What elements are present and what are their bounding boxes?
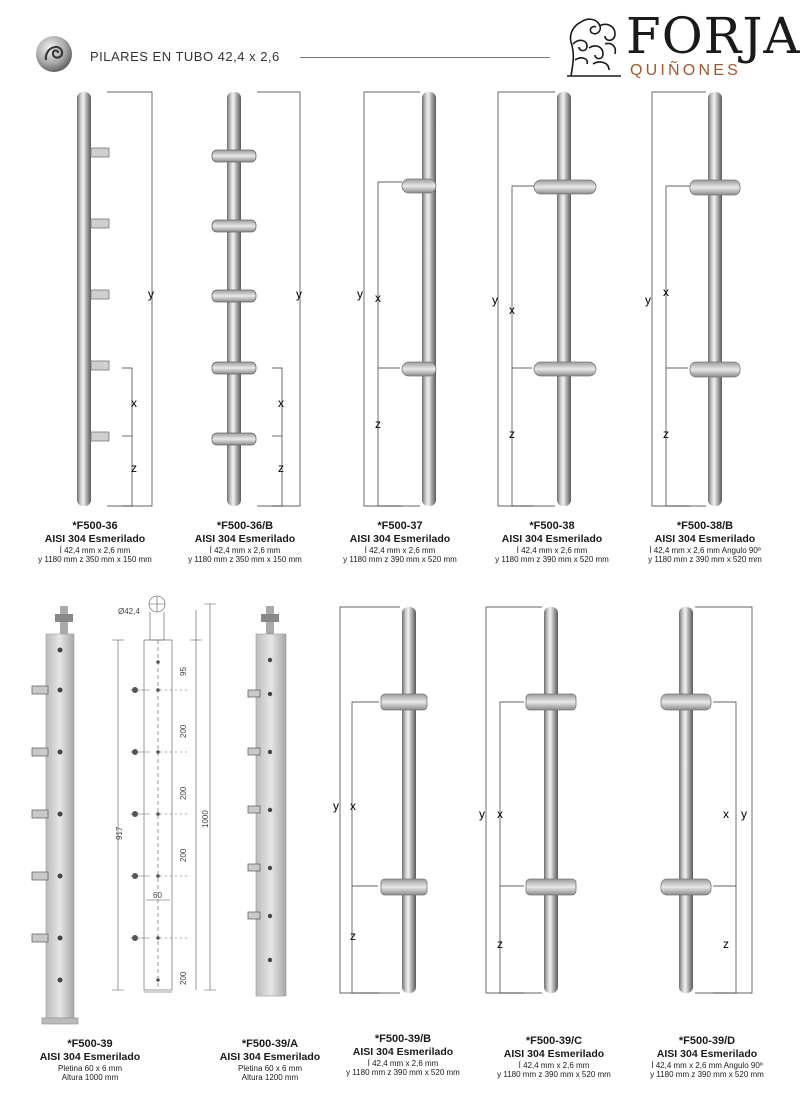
dim-200-c: 200 bbox=[179, 848, 188, 862]
product-material: AISI 304 Esmerilado bbox=[194, 533, 296, 546]
product-dims: y 1180 mm z 350 mm x 150 mm bbox=[38, 555, 152, 565]
product-spec: Í 42,4 mm x 2,6 mm bbox=[59, 545, 131, 555]
label-y: y bbox=[645, 293, 651, 307]
product-dims: Altura 1000 mm bbox=[61, 1073, 119, 1083]
post-f500-39b bbox=[333, 607, 427, 993]
label-x: x bbox=[350, 799, 356, 813]
caption-f500-39d bbox=[627, 1035, 787, 1080]
product-spec: Í 42,4 mm x 2,6 mm Angulo 90º bbox=[649, 545, 761, 555]
label-z: z bbox=[497, 937, 503, 951]
label-z: z bbox=[131, 461, 137, 475]
dim-200-a: 200 bbox=[179, 724, 188, 738]
brand-subtitle: QUIÑONES bbox=[630, 62, 741, 79]
caption-f500-37 bbox=[320, 520, 480, 565]
product-material: AISI 304 Esmerilado bbox=[349, 533, 451, 546]
post-f500-38 bbox=[492, 92, 596, 506]
label-x: x bbox=[497, 807, 503, 821]
dim-1000: 1000 bbox=[201, 810, 210, 828]
dim-95: 95 bbox=[179, 667, 188, 676]
dim-200-d: 200 bbox=[179, 971, 188, 985]
technical-drawing-f500-39 bbox=[112, 596, 216, 992]
label-y: y bbox=[479, 807, 485, 821]
label-z: z bbox=[509, 427, 515, 441]
brand-wordmark: FORJA bbox=[626, 7, 800, 65]
product-material: AISI 304 Esmerilado bbox=[39, 1051, 141, 1064]
post-f500-37 bbox=[357, 92, 436, 506]
label-x: x bbox=[131, 396, 137, 410]
label-z: z bbox=[375, 417, 381, 431]
dim-200-b: 200 bbox=[179, 786, 188, 800]
dim-917: 917 bbox=[115, 826, 124, 840]
product-code: *F500-39/C bbox=[525, 1035, 583, 1047]
product-code: *F500-39/B bbox=[374, 1033, 432, 1045]
label-y: y bbox=[492, 293, 498, 307]
header-divider bbox=[300, 57, 550, 58]
product-code: *F500-36 bbox=[72, 520, 118, 532]
post-f500-39c bbox=[479, 607, 576, 993]
caption-f500-38b bbox=[625, 520, 785, 565]
label-y: y bbox=[333, 799, 339, 813]
label-y: y bbox=[741, 807, 747, 821]
label-x: x bbox=[278, 396, 284, 410]
product-code: *F500-37 bbox=[377, 520, 423, 532]
product-dims: y 1180 mm z 390 mm x 520 mm bbox=[497, 1070, 611, 1080]
product-material: AISI 304 Esmerilado bbox=[352, 1046, 454, 1059]
label-y: y bbox=[148, 287, 154, 301]
product-code: *F500-38 bbox=[529, 520, 575, 532]
bottom-row-drawings bbox=[0, 595, 800, 1035]
product-material: AISI 304 Esmerilado bbox=[503, 1048, 605, 1061]
product-dims: y 1180 mm z 350 mm x 150 mm bbox=[188, 555, 302, 565]
post-f500-38b bbox=[645, 92, 740, 506]
label-x: x bbox=[375, 291, 381, 305]
label-z: z bbox=[663, 427, 669, 441]
product-code: *F500-38/B bbox=[676, 520, 734, 532]
caption-f500-38 bbox=[472, 520, 632, 565]
product-material: AISI 304 Esmerilado bbox=[219, 1051, 321, 1064]
brand-tree-logo-icon bbox=[565, 14, 623, 78]
product-spec: Í 42,4 mm x 2,6 mm bbox=[364, 545, 436, 555]
product-material: AISI 304 Esmerilado bbox=[44, 533, 146, 546]
caption-f500-36 bbox=[15, 520, 175, 565]
caption-f500-36b bbox=[165, 520, 325, 565]
label-y: y bbox=[357, 287, 363, 301]
product-spec: Pletina 60 x 6 mm bbox=[237, 1063, 303, 1073]
product-spec: Í 42,4 mm x 2,6 mm bbox=[518, 1060, 590, 1070]
product-code: *F500-36/B bbox=[216, 520, 274, 532]
product-dims: y 1180 mm z 390 mm x 520 mm bbox=[343, 555, 457, 565]
caption-f500-39b bbox=[323, 1033, 483, 1078]
label-z: z bbox=[350, 929, 356, 943]
post-f500-39a bbox=[248, 606, 286, 996]
caption-f500-39 bbox=[10, 1038, 170, 1083]
product-code: *F500-39/A bbox=[241, 1038, 299, 1050]
top-row-drawings bbox=[0, 80, 800, 520]
label-z: z bbox=[278, 461, 284, 475]
product-code: *F500-39 bbox=[67, 1038, 113, 1050]
product-material: AISI 304 Esmerilado bbox=[501, 533, 603, 546]
product-dims: y 1180 mm z 390 mm x 520 mm bbox=[650, 1070, 764, 1080]
product-spec: Í 42,4 mm x 2,6 mm bbox=[209, 545, 281, 555]
product-spec: Í 42,4 mm x 2,6 mm bbox=[367, 1058, 439, 1068]
post-f500-36b bbox=[212, 92, 302, 506]
label-x: x bbox=[663, 285, 669, 299]
label-z: z bbox=[723, 937, 729, 951]
label-x: x bbox=[723, 807, 729, 821]
product-dims: y 1180 mm z 390 mm x 520 mm bbox=[648, 555, 762, 565]
product-material: AISI 304 Esmerilado bbox=[654, 533, 756, 546]
product-spec: Pletina 60 x 6 mm bbox=[57, 1063, 123, 1073]
post-f500-39 bbox=[32, 606, 78, 1024]
caption-f500-39c bbox=[474, 1035, 634, 1080]
label-x: x bbox=[509, 303, 515, 317]
post-f500-39d bbox=[661, 607, 752, 993]
product-dims: Altura 1200 mm bbox=[241, 1073, 299, 1083]
product-spec: Í 42,4 mm x 2,6 mm bbox=[516, 545, 588, 555]
header-emblem-icon bbox=[34, 34, 74, 74]
product-dims: y 1180 mm z 390 mm x 520 mm bbox=[346, 1068, 460, 1078]
dim-60: 60 bbox=[153, 891, 162, 900]
product-spec: Í 42,4 mm x 2,6 mm Angulo 90º bbox=[651, 1060, 763, 1070]
page-title: PILARES EN TUBO 42,4 x 2,6 bbox=[90, 49, 280, 64]
product-material: AISI 304 Esmerilado bbox=[656, 1048, 758, 1061]
label-y: y bbox=[296, 287, 302, 301]
product-dims: y 1180 mm z 390 mm x 520 mm bbox=[495, 555, 609, 565]
product-code: *F500-39/D bbox=[678, 1035, 736, 1047]
dim-diameter: Ø42,4 bbox=[118, 607, 140, 616]
post-f500-36 bbox=[77, 92, 154, 506]
